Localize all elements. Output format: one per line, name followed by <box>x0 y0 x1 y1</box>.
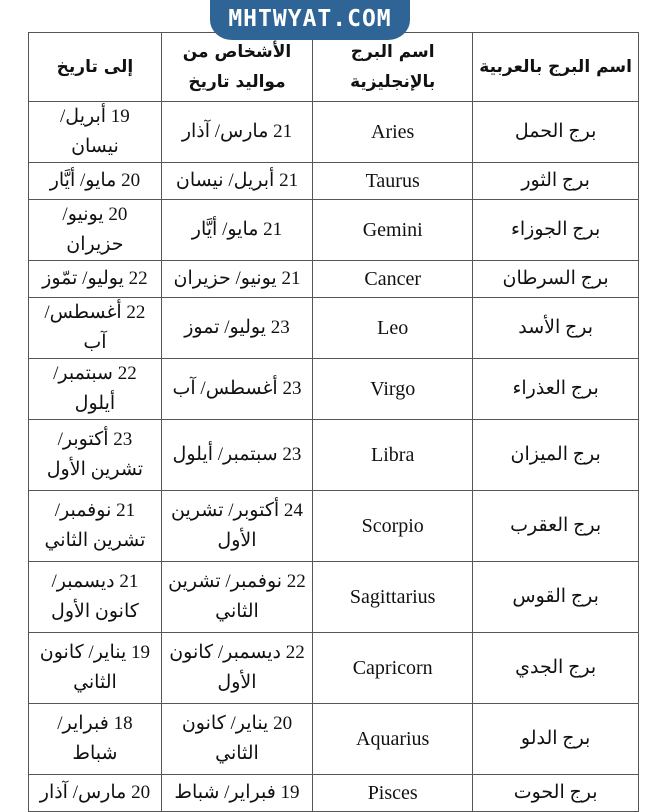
english-name-cell: Aquarius <box>313 704 473 775</box>
from-date-cell: 22 نوفمبر/ تشرين الثاني <box>161 562 312 633</box>
english-name-cell: Leo <box>313 298 473 359</box>
table-header-row <box>29 33 639 102</box>
to-date-cell: 23 أكتوبر/ تشرين الأول <box>29 420 162 491</box>
arabic-name-cell: برج الحوت <box>473 775 639 812</box>
table-row <box>29 261 639 298</box>
to-date-cell: 22 سبتمبر/ أيلول <box>29 359 162 420</box>
arabic-name-cell: برج السرطان <box>473 261 639 298</box>
from-date-cell: 23 أغسطس/ آب <box>161 359 312 420</box>
arabic-name-cell: برج الحمل <box>473 102 639 163</box>
to-date-cell: 22 أغسطس/ آب <box>29 298 162 359</box>
header-from-date: الأشخاص من مواليد تاريخ <box>161 33 312 102</box>
to-date-cell: 20 يونيو/ حزيران <box>29 200 162 261</box>
to-date-cell: 19 أبريل/ نيسان <box>29 102 162 163</box>
from-date-cell: 20 يناير/ كانون الثاني <box>161 704 312 775</box>
to-date-cell: 22 يوليو/ تمّوز <box>29 261 162 298</box>
from-date-cell: 21 أبريل/ نيسان <box>161 163 312 200</box>
english-name-cell: Sagittarius <box>313 562 473 633</box>
to-date-cell: 21 ديسمبر/ كانون الأول <box>29 562 162 633</box>
table-row <box>29 633 639 704</box>
table-row <box>29 420 639 491</box>
header-english-name: اسم البرج بالإنجليزية <box>313 33 473 102</box>
to-date-cell: 19 يناير/ كانون الثاني <box>29 633 162 704</box>
from-date-cell: 24 أكتوبر/ تشرين الأول <box>161 491 312 562</box>
table-row <box>29 491 639 562</box>
table-row <box>29 298 639 359</box>
header-arabic-name: اسم البرج بالعربية <box>473 33 639 102</box>
english-name-cell: Libra <box>313 420 473 491</box>
arabic-name-cell: برج القوس <box>473 562 639 633</box>
english-name-cell: Capricorn <box>313 633 473 704</box>
english-name-cell: Taurus <box>313 163 473 200</box>
table-body <box>29 102 639 812</box>
arabic-name-cell: برج الأسد <box>473 298 639 359</box>
table-row <box>29 562 639 633</box>
table-row <box>29 102 639 163</box>
table-row <box>29 704 639 775</box>
from-date-cell: 21 مايو/ أيَّار <box>161 200 312 261</box>
from-date-cell: 23 سبتمبر/ أيلول <box>161 420 312 491</box>
english-name-cell: Cancer <box>313 261 473 298</box>
from-date-cell: 22 ديسمبر/ كانون الأول <box>161 633 312 704</box>
english-name-cell: Pisces <box>313 775 473 812</box>
table-row <box>29 200 639 261</box>
from-date-cell: 21 يونيو/ حزيران <box>161 261 312 298</box>
to-date-cell: 20 مارس/ آذار <box>29 775 162 812</box>
english-name-cell: Aries <box>313 102 473 163</box>
from-date-cell: 19 فبراير/ شباط <box>161 775 312 812</box>
site-logo: MHTWYAT.COM <box>210 0 410 40</box>
header-to-date: إلى تاريخ <box>29 33 162 102</box>
table-row <box>29 775 639 812</box>
table-row <box>29 163 639 200</box>
zodiac-table <box>28 32 639 812</box>
arabic-name-cell: برج الثور <box>473 163 639 200</box>
arabic-name-cell: برج الجوزاء <box>473 200 639 261</box>
arabic-name-cell: برج الجدي <box>473 633 639 704</box>
to-date-cell: 20 مايو/ أيَّار <box>29 163 162 200</box>
english-name-cell: Gemini <box>313 200 473 261</box>
english-name-cell: Scorpio <box>313 491 473 562</box>
arabic-name-cell: برج العذراء <box>473 359 639 420</box>
from-date-cell: 23 يوليو/ تموز <box>161 298 312 359</box>
arabic-name-cell: برج الدلو <box>473 704 639 775</box>
arabic-name-cell: برج العقرب <box>473 491 639 562</box>
table-row <box>29 359 639 420</box>
to-date-cell: 21 نوفمبر/ تشرين الثاني <box>29 491 162 562</box>
to-date-cell: 18 فبراير/ شباط <box>29 704 162 775</box>
english-name-cell: Virgo <box>313 359 473 420</box>
arabic-name-cell: برج الميزان <box>473 420 639 491</box>
from-date-cell: 21 مارس/ آذار <box>161 102 312 163</box>
